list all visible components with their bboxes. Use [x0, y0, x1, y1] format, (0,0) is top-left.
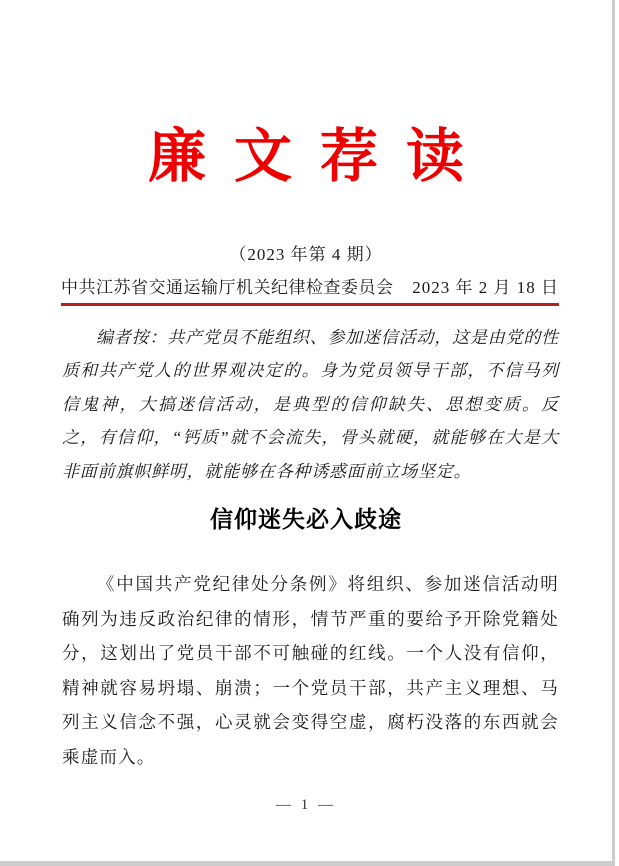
page-number: — 1 — [276, 797, 336, 813]
publisher-name: 中共江苏省交通运输厅机关纪律检查委员会 [61, 278, 394, 297]
page-edge-bottom [0, 861, 615, 866]
article-title: 信仰迷失必入歧途 [210, 507, 402, 532]
article-body-paragraph: 《中国共产党纪律处分条例》将组织、参加迷信活动明确列为违反政治纪律的情形，情节严重的要给予开除党籍处分，这划出了党员干部不可触碰的红线。一个人没有信仰，精神就容易坍塌、崩溃；一个党员干部，共产主义理想、马列主义信念不强，心灵就会变得空虚，腐朽没落的东西就会乘虚而入。 [62, 574, 559, 767]
issue-number: （2023 年第 4 期） [229, 245, 383, 264]
masthead-row [61, 273, 559, 306]
bulletin-title: 廉文荐读 [147, 124, 492, 189]
editor-note: 编者按：共产党员不能组织、参加迷信活动，这是由党的性质和共产党人的世界观决定的。身为党员领导干部，不信马列信鬼神，大搞迷信活动，是典型的信仰缺失、思想变质。反之，有信仰，“钙质”就不会流失，骨头就硬，就能够在大是大非面前旗帜鲜明，就能够在各种诱惑面前立场坚定。 [62, 328, 559, 481]
page-edge-right [612, 0, 615, 866]
issue-date: 2023 年 2 月 18 日 [412, 278, 559, 297]
